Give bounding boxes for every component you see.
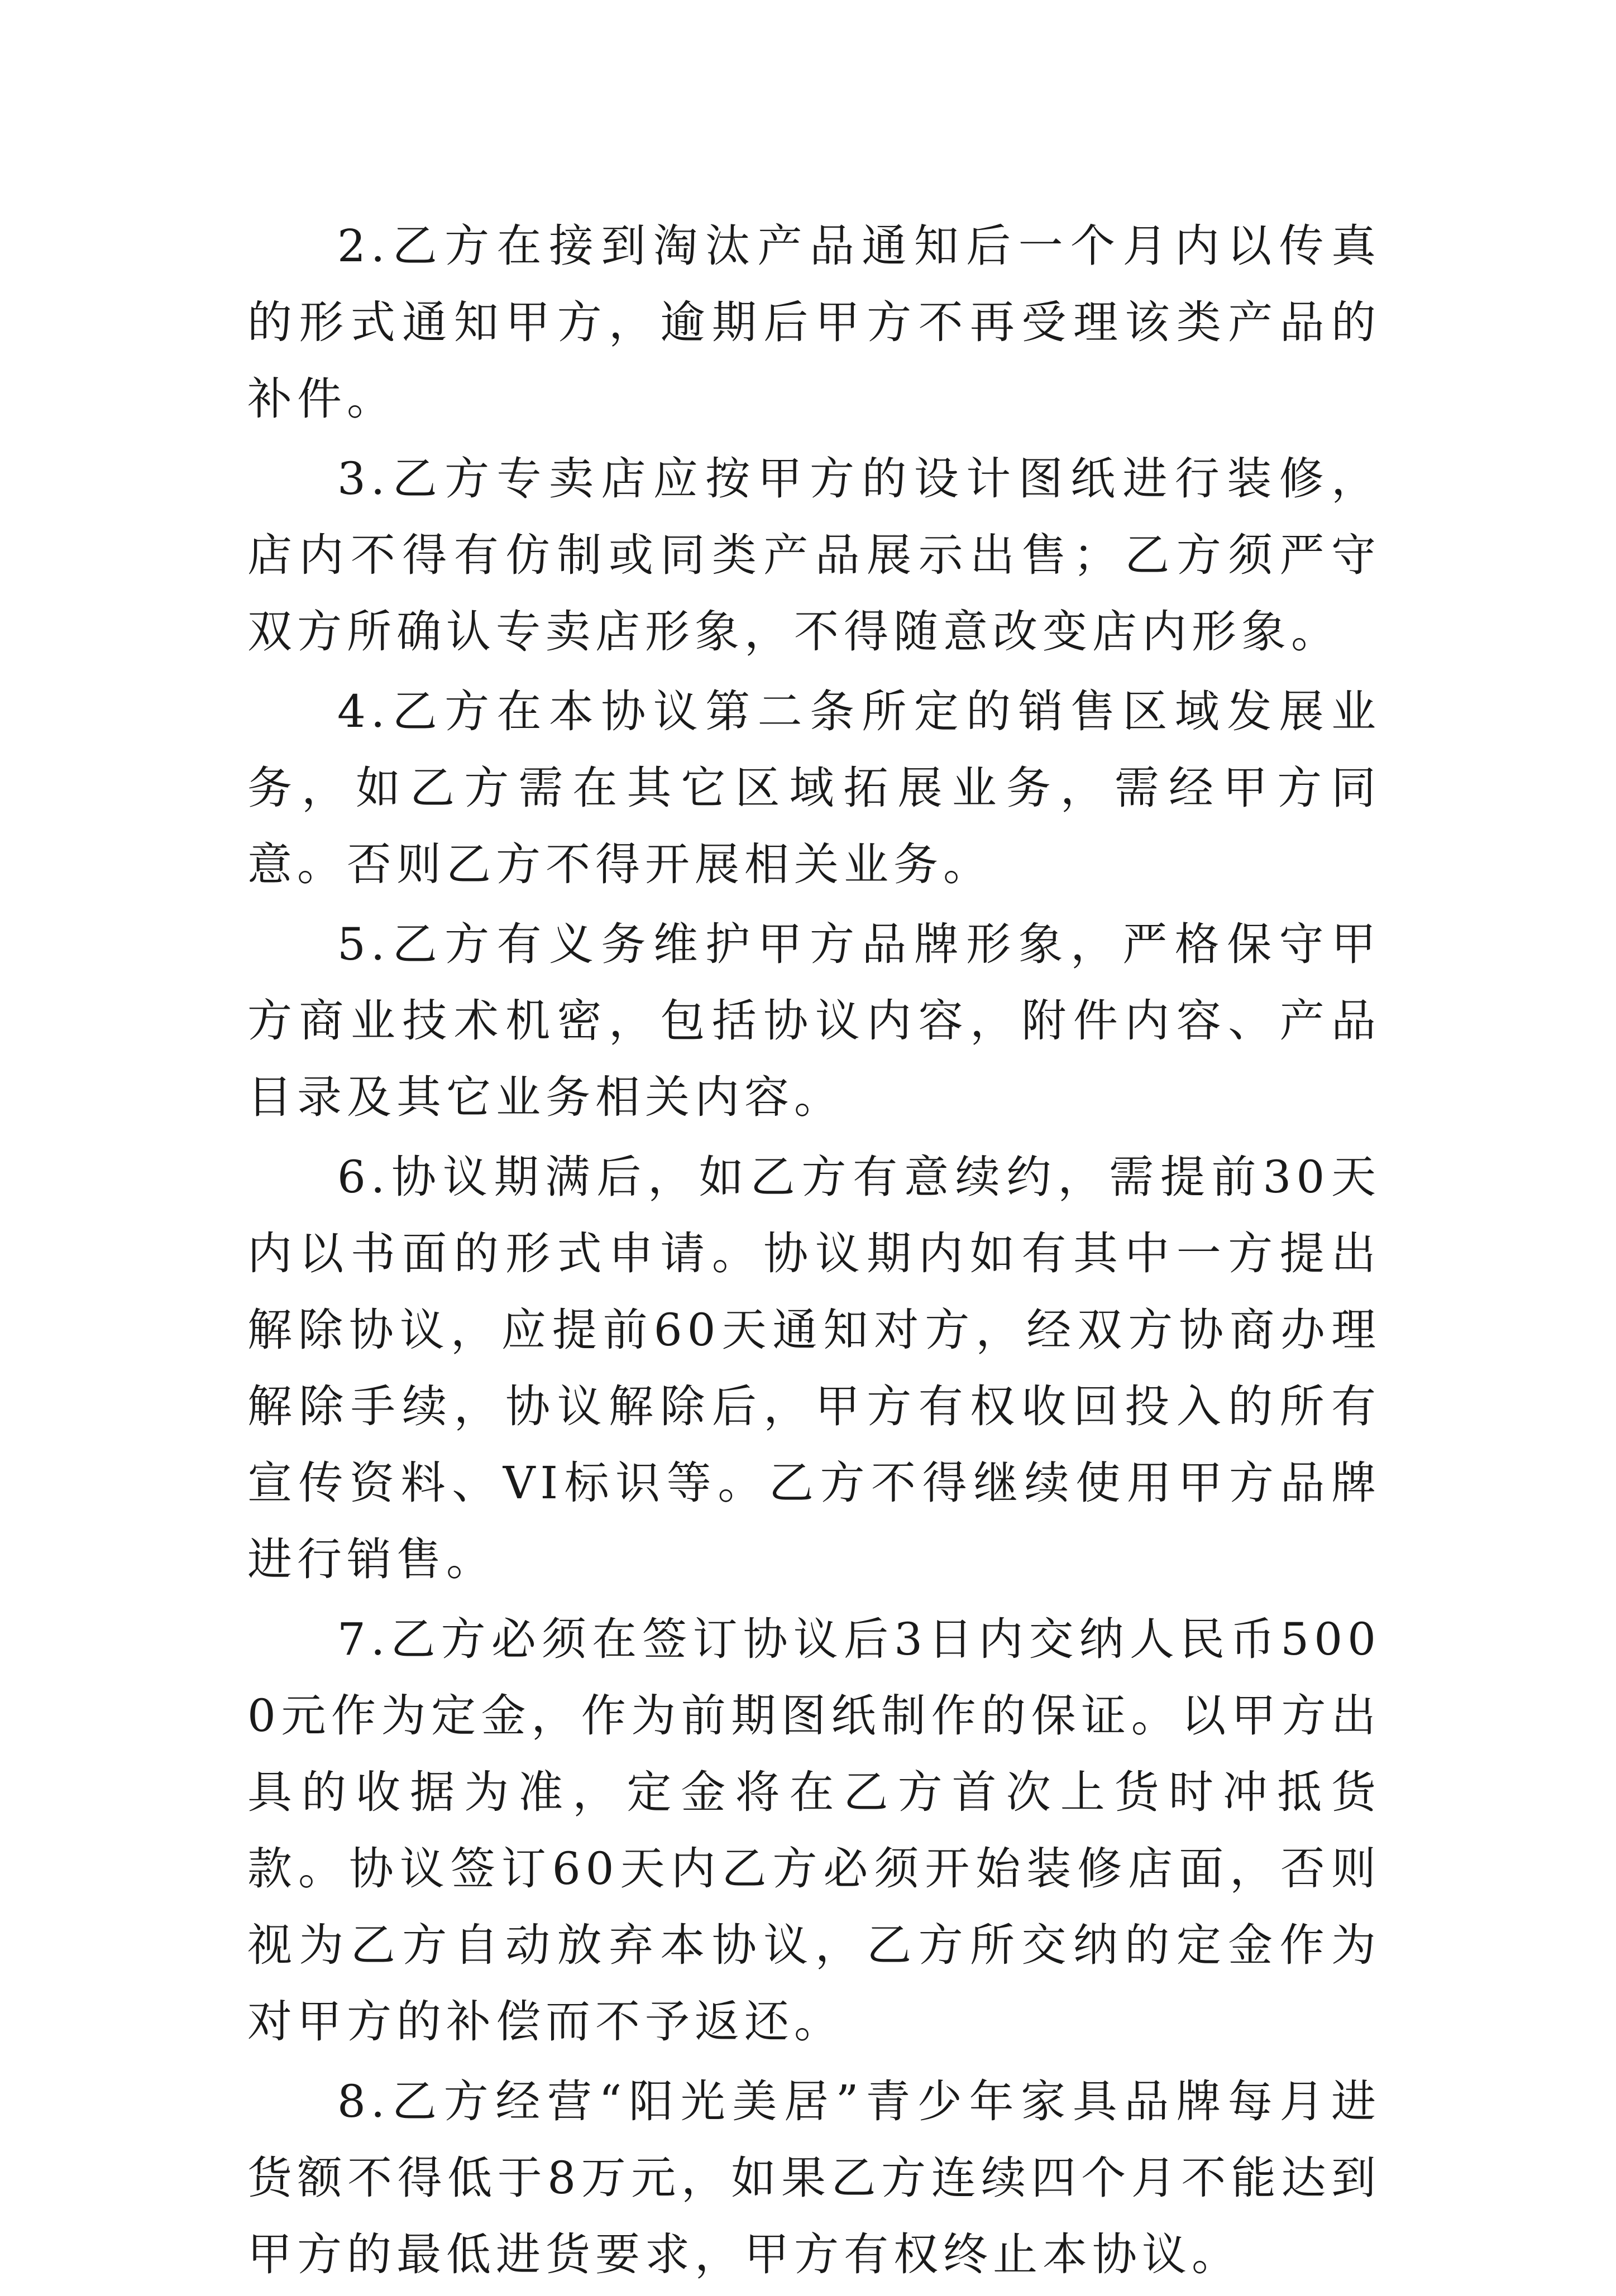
clause-7: 7.乙方必须在签订协议后3日内交纳人民币5000元作为定金，作为前期图纸制作的保证。以甲方出具的收据为准，定金将在乙方首次上货时冲抵货款。协议签订60天内乙方必须开始装修店面，否则视为乙方自动放弃本协议，乙方所交纳的定金作为对甲方的补偿而不予返还。 bbox=[247, 1613, 1381, 2048]
clause-2: 2.乙方在接到淘汰产品通知后一个月内以传真的形式通知甲方，逾期后甲方不再受理该类产品的补件。 bbox=[247, 220, 1381, 425]
clause-5: 5.乙方有义务维护甲方品牌形象，严格保守甲方商业技术机密，包括协议内容，附件内容、产品目录及其它业务相关内容。 bbox=[247, 918, 1381, 1123]
clause-3: 3.乙方专卖店应按甲方的设计图纸进行装修，店内不得有仿制或同类产品展示出售；乙方须严守双方所确认专卖店形象，不得随意改变店内形象。 bbox=[247, 453, 1381, 658]
clause-8: 8.乙方经营“阳光美居”青少年家具品牌每月进货额不得低于8万元，如果乙方连续四个月不能达到甲方的最低进货要求，甲方有权终止本协议。 bbox=[247, 2075, 1381, 2280]
clause-4: 4.乙方在本协议第二条所定的销售区域发展业务，如乙方需在其它区域拓展业务，需经甲方同意。否则乙方不得开展相关业务。 bbox=[247, 686, 1381, 890]
clause-6: 6.协议期满后，如乙方有意续约，需提前30天内以书面的形式申请。协议期内如有其中一方提出解除协议，应提前60天通知对方，经双方协商办理解除手续，协议解除后，甲方有权收回投入的所有宣传资料、VI标识等。乙方不得继续使用甲方品牌进行销售。 bbox=[247, 1151, 1381, 1585]
document-body bbox=[247, 208, 1381, 2296]
